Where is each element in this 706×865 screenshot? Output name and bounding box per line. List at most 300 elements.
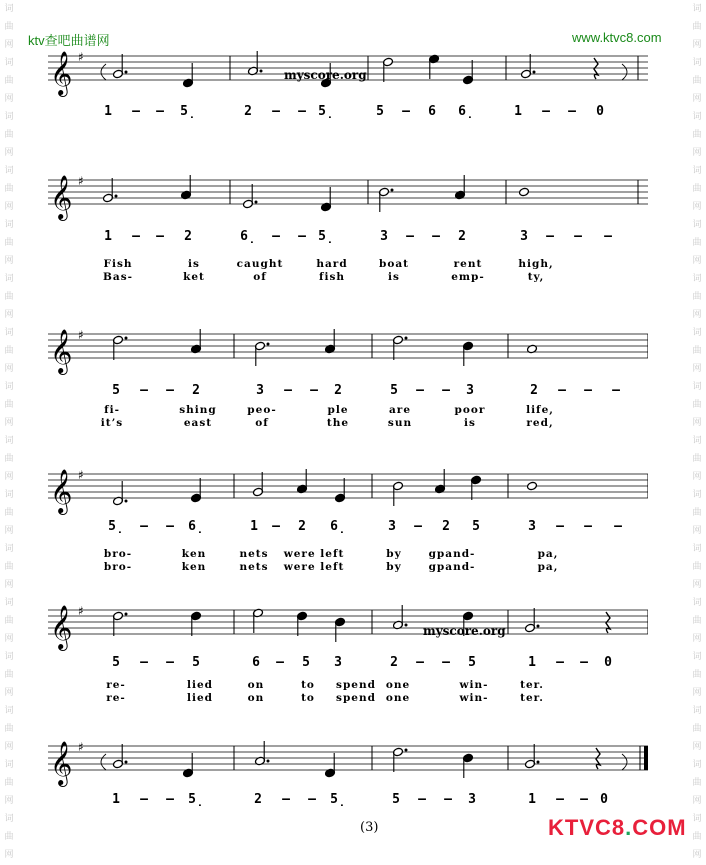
jianpu-note: –	[140, 383, 148, 398]
side-glyph: 曲	[692, 508, 702, 518]
treble-clef: 𝄞	[50, 51, 73, 95]
side-glyph: 曲	[692, 400, 702, 410]
note-dot	[533, 71, 536, 74]
side-glyph: 词	[4, 112, 14, 122]
jianpu-note: 0	[604, 655, 612, 670]
jianpu-note: 5̣	[318, 229, 334, 244]
side-glyph: 词	[4, 58, 14, 68]
lyric-syllable: one	[385, 692, 411, 704]
lyric-syllable: lied	[187, 692, 213, 704]
side-glyph: 网	[692, 310, 702, 320]
note-dot	[405, 624, 408, 627]
lyric-syllable: pa,	[537, 548, 559, 560]
jianpu-note: 2	[334, 383, 342, 398]
side-glyph: 词	[4, 436, 14, 446]
side-glyph: 曲	[692, 832, 702, 842]
lyric-syllable: hard	[316, 258, 348, 270]
side-glyph: 词	[692, 544, 702, 554]
side-glyph: 曲	[4, 832, 14, 842]
note-dot	[405, 749, 408, 752]
jianpu-note: –	[166, 519, 174, 534]
side-glyph: 网	[692, 94, 702, 104]
jianpu-note: 2	[458, 229, 466, 244]
lyrics-row-3a	[48, 404, 648, 417]
jianpu-note: 2	[192, 383, 200, 398]
lyric-syllable: bro-	[103, 561, 133, 573]
lyrics-row-2a	[48, 258, 648, 271]
side-glyph: 词	[4, 382, 14, 392]
quarter-rest	[596, 748, 600, 769]
jianpu-note: –	[556, 519, 564, 534]
lyric-syllable: are	[388, 404, 412, 416]
side-glyph: 曲	[692, 22, 702, 32]
jianpu-note: 1	[250, 519, 258, 534]
jianpu-note: 5̣	[188, 792, 204, 807]
jianpu-note: 2	[298, 519, 306, 534]
jianpu-note: 1	[112, 792, 120, 807]
side-glyph: 曲	[4, 508, 14, 518]
jianpu-note: –	[414, 519, 422, 534]
music-system-3	[48, 322, 648, 442]
note-dot	[255, 201, 258, 204]
lyric-syllable: red,	[526, 417, 554, 429]
music-system-6	[48, 734, 648, 814]
jianpu-note: –	[442, 655, 450, 670]
lyric-syllable: rent	[453, 258, 483, 270]
lyrics-row-2b	[48, 271, 648, 284]
lyric-syllable: by	[386, 548, 402, 560]
side-glyph: 词	[692, 328, 702, 338]
jianpu-note: 3	[468, 792, 476, 807]
lyric-syllable: it’s	[100, 417, 124, 429]
side-glyph: 词	[692, 58, 702, 68]
jianpu-note: –	[556, 792, 564, 807]
lyric-syllable: of	[255, 417, 269, 429]
side-glyph: 网	[692, 580, 702, 590]
jianpu-note: 1	[514, 104, 522, 119]
lyric-syllable: gpand-	[428, 561, 476, 573]
lyric-syllable: the	[326, 417, 350, 429]
jianpu-note: 5	[468, 655, 476, 670]
jianpu-note: –	[406, 229, 414, 244]
note-dot	[391, 189, 394, 192]
side-glyph: 词	[4, 760, 14, 770]
lyric-syllable: on	[247, 679, 265, 691]
jianpu-note: –	[272, 229, 280, 244]
jianpu-note: 1	[104, 229, 112, 244]
jianpu-note: 5	[472, 519, 480, 534]
side-glyph: 词	[4, 220, 14, 230]
jianpu-note: –	[612, 383, 620, 398]
lyric-syllable: win-	[459, 692, 489, 704]
side-glyph: 词	[4, 490, 14, 500]
jianpu-note: 5̣	[318, 104, 334, 119]
slur	[101, 754, 106, 770]
jianpu-note: 3	[334, 655, 342, 670]
jianpu-row-3	[48, 383, 648, 399]
jianpu-note: 6̣	[188, 519, 204, 534]
lyric-syllable: ken	[181, 548, 207, 560]
lyric-syllable: to	[301, 679, 315, 691]
side-glyph: 词	[4, 706, 14, 716]
treble-clef: 𝄞	[50, 469, 73, 513]
lyric-syllable: sun	[387, 417, 413, 429]
jianpu-note: –	[166, 655, 174, 670]
side-glyph: 词	[692, 4, 702, 14]
side-glyph: 词	[4, 274, 14, 284]
jianpu-row-6	[48, 792, 648, 808]
jianpu-note: 6	[428, 104, 436, 119]
jianpu-note: –	[166, 383, 174, 398]
jianpu-note: –	[558, 383, 566, 398]
side-glyph: 词	[692, 598, 702, 608]
lyric-syllable: ple	[327, 404, 349, 416]
note-dot	[537, 761, 540, 764]
lyric-syllable: one	[385, 679, 411, 691]
lyric-syllable: of	[253, 271, 267, 283]
jianpu-note: 1	[104, 104, 112, 119]
side-glyph: 词	[4, 598, 14, 608]
jianpu-note: –	[418, 792, 426, 807]
side-glyph: 网	[4, 742, 14, 752]
watermark-1: myscore.org	[284, 68, 367, 82]
jianpu-note: 6̣	[458, 104, 474, 119]
quarter-rest	[606, 612, 610, 633]
side-glyph: 词	[4, 814, 14, 824]
lyrics-row-4b	[48, 561, 648, 574]
side-glyph: 曲	[692, 76, 702, 86]
side-glyph: 曲	[4, 562, 14, 572]
lyric-syllable: re-	[106, 692, 126, 704]
jianpu-note: 2	[390, 655, 398, 670]
lyric-syllable: nets	[239, 548, 269, 560]
music-system-2	[48, 168, 648, 288]
jianpu-note: 5	[192, 655, 200, 670]
note-dot	[260, 70, 263, 73]
side-glyph: 网	[692, 634, 702, 644]
note-dot	[125, 761, 128, 764]
side-glyph: 词	[4, 328, 14, 338]
music-system-1	[48, 44, 648, 124]
jianpu-note: –	[156, 104, 164, 119]
lyric-syllable: is	[188, 258, 200, 270]
lyric-syllable: ken	[181, 561, 207, 573]
note-dot	[125, 500, 128, 503]
lyric-syllable: ter.	[520, 692, 544, 704]
quarter-rest	[594, 58, 598, 79]
side-glyph: 网	[4, 148, 14, 158]
side-glyph: 词	[692, 652, 702, 662]
header-right-site[interactable]: www.ktvc8.com	[572, 30, 662, 45]
jianpu-note: 5	[112, 383, 120, 398]
lyric-syllable: east	[183, 417, 213, 429]
lyric-syllable: were left	[283, 561, 345, 573]
staff-2	[48, 168, 648, 228]
side-glyph: 网	[692, 526, 702, 536]
lyric-syllable: is	[464, 417, 476, 429]
lyric-syllable: gpand-	[428, 548, 476, 560]
side-glyph: 曲	[692, 616, 702, 626]
jianpu-note: –	[282, 792, 290, 807]
lyric-syllable: fish	[318, 271, 346, 283]
jianpu-note: –	[574, 229, 582, 244]
site-logo[interactable]: KTVC8.COM	[548, 815, 687, 840]
jianpu-note: –	[604, 229, 612, 244]
jianpu-note: –	[156, 229, 164, 244]
side-glyph: 网	[4, 796, 14, 806]
lyric-syllable: spend	[336, 692, 376, 704]
jianpu-note: 5̣	[330, 792, 346, 807]
jianpu-note: 3	[466, 383, 474, 398]
note-dot	[537, 625, 540, 628]
side-glyph: 网	[692, 256, 702, 266]
side-glyph: 曲	[692, 778, 702, 788]
jianpu-note: –	[132, 104, 140, 119]
lyric-syllable: shing	[179, 404, 217, 416]
jianpu-note: 5	[112, 655, 120, 670]
side-glyph: 曲	[4, 454, 14, 464]
lyric-syllable: fi-	[104, 404, 120, 416]
side-glyph: 曲	[4, 400, 14, 410]
note-head	[519, 187, 530, 197]
side-glyph: 网	[692, 472, 702, 482]
note-dot	[125, 337, 128, 340]
jianpu-note: –	[584, 383, 592, 398]
jianpu-note: –	[584, 519, 592, 534]
jianpu-note: 1	[528, 792, 536, 807]
side-glyph: 网	[4, 850, 14, 860]
side-glyph: 词	[692, 436, 702, 446]
jianpu-note: 5	[390, 383, 398, 398]
side-glyph: 网	[692, 688, 702, 698]
jianpu-note: 0	[596, 104, 604, 119]
jianpu-note: 1	[528, 655, 536, 670]
jianpu-note: –	[284, 383, 292, 398]
lyric-syllable: peo-	[247, 404, 277, 416]
treble-clef: 𝄞	[50, 741, 73, 785]
key-signature-sharp: ♯	[78, 740, 84, 754]
lyric-syllable: is	[388, 271, 400, 283]
side-glyph: 曲	[692, 454, 702, 464]
side-glyph: 词	[4, 544, 14, 554]
side-glyph: 网	[4, 40, 14, 50]
jianpu-note: 2	[184, 229, 192, 244]
jianpu-note: 2	[442, 519, 450, 534]
lyric-syllable: ter.	[520, 679, 544, 691]
side-glyph: 词	[4, 652, 14, 662]
jianpu-note: –	[442, 383, 450, 398]
lyric-syllable: poor	[454, 404, 486, 416]
jianpu-note: –	[308, 792, 316, 807]
side-glyph: 词	[692, 166, 702, 176]
side-glyph: 网	[4, 580, 14, 590]
side-glyph: 网	[692, 40, 702, 50]
jianpu-note: 3	[380, 229, 388, 244]
side-glyph: 曲	[692, 562, 702, 572]
side-glyph: 曲	[692, 724, 702, 734]
side-glyph: 网	[692, 742, 702, 752]
side-glyph: 网	[692, 202, 702, 212]
jianpu-note: 3	[520, 229, 528, 244]
jianpu-note: 5	[376, 104, 384, 119]
key-signature-sharp: ♯	[78, 604, 84, 618]
slur	[101, 64, 106, 80]
side-glyph: 曲	[692, 130, 702, 140]
jianpu-note: –	[140, 519, 148, 534]
note-dot	[267, 343, 270, 346]
jianpu-note: 5̣	[108, 519, 124, 534]
side-glyph: 曲	[4, 292, 14, 302]
note-dot	[267, 760, 270, 763]
side-glyph: 网	[4, 202, 14, 212]
right-margin-watermark	[690, 0, 704, 864]
key-signature-sharp: ♯	[78, 50, 84, 64]
note-head	[527, 481, 538, 491]
lyrics-row-5b	[48, 692, 648, 705]
lyrics-row-4a	[48, 548, 648, 561]
lyric-syllable: pa,	[537, 561, 559, 573]
side-glyph: 词	[4, 4, 14, 14]
jianpu-note: 6	[252, 655, 260, 670]
lyric-syllable: caught	[236, 258, 284, 270]
jianpu-note: 3	[388, 519, 396, 534]
jianpu-note: –	[272, 519, 280, 534]
side-glyph: 词	[692, 706, 702, 716]
jianpu-note: –	[132, 229, 140, 244]
side-glyph: 网	[692, 148, 702, 158]
final-bar-line	[644, 746, 648, 770]
lyric-syllable: re-	[106, 679, 126, 691]
jianpu-note: 2	[254, 792, 262, 807]
side-glyph: 网	[692, 418, 702, 428]
side-glyph: 网	[4, 634, 14, 644]
side-glyph: 曲	[4, 184, 14, 194]
jianpu-note: 5	[302, 655, 310, 670]
side-glyph: 网	[4, 256, 14, 266]
key-signature-sharp: ♯	[78, 328, 84, 342]
staff-6	[48, 734, 648, 794]
side-glyph: 网	[4, 688, 14, 698]
jianpu-note: –	[166, 792, 174, 807]
jianpu-note: –	[310, 383, 318, 398]
side-glyph: 曲	[4, 346, 14, 356]
jianpu-note: 3	[256, 383, 264, 398]
side-glyph: 网	[692, 850, 702, 860]
note-dot	[115, 195, 118, 198]
music-system-4	[48, 462, 648, 582]
lyric-syllable: nets	[239, 561, 269, 573]
treble-clef: 𝄞	[50, 175, 73, 219]
side-glyph: 曲	[692, 346, 702, 356]
lyric-syllable: by	[386, 561, 402, 573]
side-glyph: 词	[4, 166, 14, 176]
jianpu-note: –	[546, 229, 554, 244]
jianpu-note: –	[432, 229, 440, 244]
jianpu-note: –	[416, 655, 424, 670]
jianpu-note: –	[556, 655, 564, 670]
lyric-syllable: spend	[336, 679, 376, 691]
staff-5	[48, 598, 648, 658]
lyrics-row-5a	[48, 679, 648, 692]
slur	[622, 754, 627, 770]
jianpu-note: 2	[530, 383, 538, 398]
jianpu-note: –	[140, 792, 148, 807]
key-signature-sharp: ♯	[78, 174, 84, 188]
jianpu-note: –	[444, 792, 452, 807]
jianpu-note: –	[140, 655, 148, 670]
lyric-syllable: Bas-	[103, 271, 133, 283]
slur	[622, 64, 627, 80]
jianpu-note: –	[416, 383, 424, 398]
watermark-2: myscore.org	[423, 624, 506, 638]
jianpu-row-4	[48, 519, 648, 535]
lyric-syllable: ket	[183, 271, 205, 283]
lyric-syllable: bro-	[103, 548, 133, 560]
lyric-syllable: lied	[187, 679, 213, 691]
jianpu-note: 0	[600, 792, 608, 807]
jianpu-note: –	[568, 104, 576, 119]
staff-3	[48, 322, 648, 382]
jianpu-note: 5̣	[180, 104, 196, 119]
lyric-syllable: high,	[518, 258, 554, 270]
treble-clef: 𝄞	[50, 329, 73, 373]
jianpu-row-2	[48, 229, 648, 245]
jianpu-note: –	[298, 229, 306, 244]
side-glyph: 曲	[4, 616, 14, 626]
lyric-syllable: were left	[283, 548, 345, 560]
lyric-syllable: Fish	[103, 258, 133, 270]
side-glyph: 网	[4, 526, 14, 536]
lyric-syllable: emp-	[451, 271, 485, 283]
side-glyph: 曲	[692, 184, 702, 194]
key-signature-sharp: ♯	[78, 468, 84, 482]
lyrics-row-3b	[48, 417, 648, 430]
side-glyph: 词	[692, 220, 702, 230]
jianpu-note: –	[542, 104, 550, 119]
left-margin-watermark	[2, 0, 16, 864]
side-glyph: 词	[692, 382, 702, 392]
jianpu-note: –	[298, 104, 306, 119]
music-system-5	[48, 598, 648, 718]
jianpu-note: 6̣	[240, 229, 256, 244]
jianpu-note: –	[614, 519, 622, 534]
jianpu-note: –	[272, 104, 280, 119]
header-left-site[interactable]: ktv查吧曲谱网	[28, 33, 110, 48]
lyric-syllable: boat	[379, 258, 409, 270]
lyric-syllable: life,	[526, 404, 554, 416]
jianpu-note: 5	[392, 792, 400, 807]
side-glyph: 词	[692, 274, 702, 284]
jianpu-row-5	[48, 655, 648, 671]
jianpu-row-1	[48, 104, 648, 120]
jianpu-note: 2	[244, 104, 252, 119]
side-glyph: 网	[692, 364, 702, 374]
jianpu-note: –	[580, 792, 588, 807]
jianpu-note: –	[580, 655, 588, 670]
jianpu-note: 6̣	[330, 519, 346, 534]
side-glyph: 网	[4, 94, 14, 104]
staff-4	[48, 462, 648, 522]
jianpu-note: 3	[528, 519, 536, 534]
side-glyph: 词	[692, 814, 702, 824]
side-glyph: 曲	[4, 670, 14, 680]
side-glyph: 词	[692, 112, 702, 122]
treble-clef: 𝄞	[50, 605, 73, 649]
side-glyph: 曲	[4, 724, 14, 734]
side-glyph: 网	[4, 364, 14, 374]
side-glyph: 网	[4, 472, 14, 482]
side-glyph: 词	[692, 760, 702, 770]
